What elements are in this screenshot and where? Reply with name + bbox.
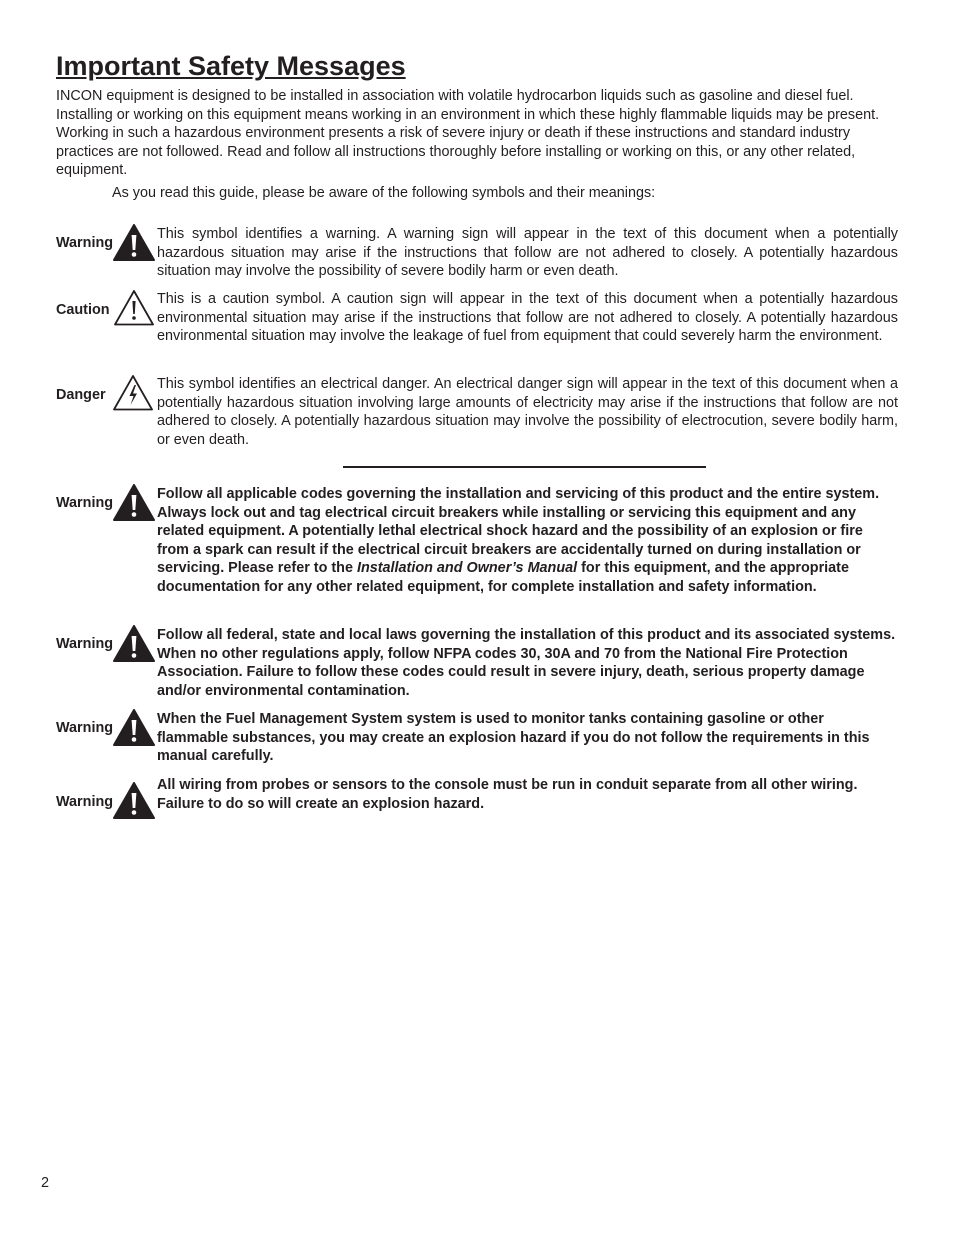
warning-icon bbox=[113, 224, 155, 262]
symbol-description: This is a caution symbol. A caution sign will appear in the text of this document when a potentially hazardous environmental situation may arise if the instructions that follow are not adhered to closely. A potentially hazardous environmental situation may involve the leakage of fuel from equipment that could severely harm the environment. bbox=[157, 291, 898, 345]
warning-icon bbox=[113, 625, 155, 663]
warning-text: Follow all federal, state and local laws governing the installation of this product and its associated systems. When no other regulations apply, follow NFPA codes 30, 30A and 70 from the National Fire Protection Association. Failure to follow these codes could result in severe injury, death, serious property damage and/or environmental contamination. bbox=[157, 627, 896, 699]
warning-label: Warning bbox=[56, 720, 114, 736]
intro-paragraph: INCON equipment is designed to be installed in association with volatile hydrocarbon liquids such as gasoline and diesel fuel. Installing or working on this equipment means working in an environment in which these highly flammable liquids may be present. Working in such a hazardous environment presents a risk of severe injury or death if these instructions and standard industry practices are not followed. Read and follow all instructions thoroughly before installing or working on this, or any other related, equipment. bbox=[56, 88, 880, 179]
warning-label: Warning bbox=[56, 636, 114, 652]
warning-text-part: for this equipment, and the appropriate documentation for any other related equipment, for complete installation and safety information. bbox=[157, 560, 849, 595]
warning-label: Warning bbox=[56, 794, 114, 810]
symbol-label: Caution bbox=[56, 302, 110, 318]
warning-text-part: Follow all applicable codes governing the installation and servicing of this product and the entire system. Always lock out and tag electrical circuit breakers while installing or servicing this equipment and any related equipment. A potentially lethal electrical shock hazard and the possibility of an explosion or fire from a spark can result if the electrical circuit breakers are accidentally turned on during installation or servicing. Please refer to the bbox=[157, 486, 880, 577]
warning-label: Warning bbox=[56, 495, 114, 511]
page-number: 2 bbox=[41, 1175, 50, 1191]
warning-text: When the Fuel Management System system is used to monitor tanks containing gasoline or other flammable substances, you may create an explosion hazard if you do not follow the requirements in this manual carefully. bbox=[157, 711, 870, 765]
warning-text: All wiring from probes or sensors to the console must be run in conduit separate from all other wiring. Failure to do so will create an explosion hazard. bbox=[157, 777, 858, 812]
symbols-intro: As you read this guide, please be aware of the following symbols and their meanings: bbox=[112, 185, 656, 201]
warning-icon bbox=[113, 709, 155, 747]
manual-title: Installation and Owner’s Manual bbox=[356, 560, 578, 577]
caution-icon bbox=[113, 289, 155, 327]
symbol-description: This symbol identifies an electrical danger. An electrical danger sign will appear in the text of this document when a potentially hazardous situation involving large amounts of electricity may arise if the instructions that follow are not adhered to closely. A potentially hazardous situation may involve the possibility of electrocution, severe bodily harm, or even death. bbox=[157, 376, 898, 448]
warning-icon bbox=[113, 484, 155, 522]
electrical-danger-icon bbox=[112, 374, 154, 412]
symbol-label: Danger bbox=[56, 387, 106, 403]
section-divider bbox=[343, 466, 706, 468]
warning-text bbox=[157, 485, 892, 597]
symbol-description: This symbol identifies a warning. A warning sign will appear in the text of this document when a potentially hazardous situation may arise if the instructions that follow are not adhered to closely. A potentially hazardous situation may involve the possibility of severe bodily harm or even death. bbox=[157, 226, 898, 280]
warning-icon bbox=[113, 782, 155, 820]
page-title: Important Safety Messages bbox=[56, 51, 406, 81]
symbol-label: Warning bbox=[56, 235, 114, 251]
